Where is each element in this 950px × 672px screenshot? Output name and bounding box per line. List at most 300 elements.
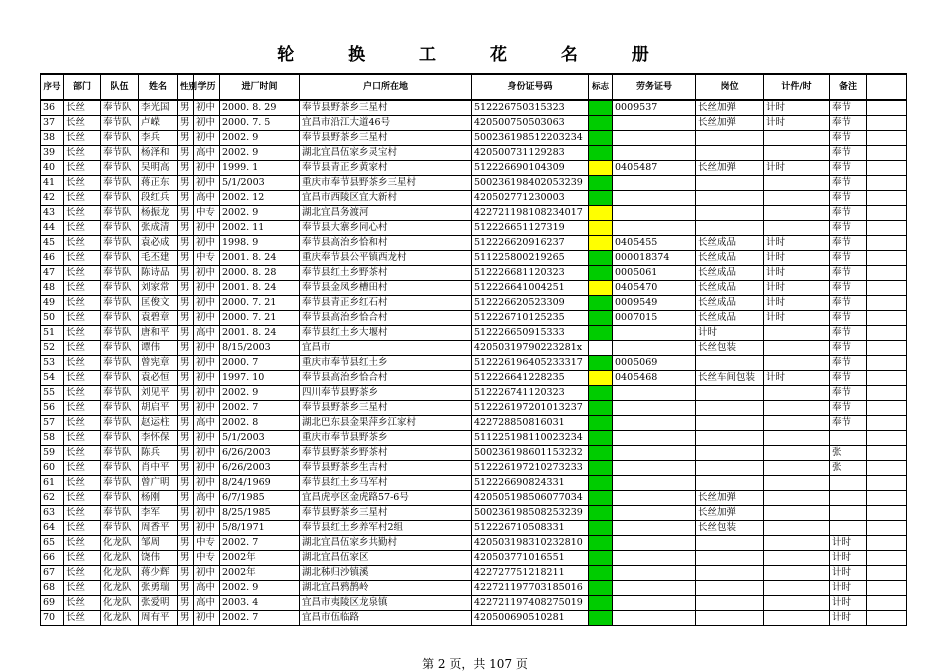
- cell-pay-type: [764, 476, 830, 491]
- cell-labor-card: [613, 326, 696, 341]
- table-row: [41, 116, 907, 131]
- cell-position: [696, 446, 764, 461]
- cell-labor-card: 000018374: [613, 251, 696, 266]
- cell-dept: 长丝: [64, 146, 101, 161]
- cell-team: 奉节队: [101, 371, 139, 386]
- cell-blank: [867, 206, 907, 221]
- cell-gender: 男: [178, 551, 194, 566]
- cell-entry-date: 2000. 8. 29: [220, 100, 300, 116]
- cell-labor-card: [613, 596, 696, 611]
- cell-residence: 宜昌市夷陵区龙泉镇: [300, 596, 472, 611]
- header-gender: 性别: [178, 74, 194, 100]
- header-team: 队伍: [101, 74, 139, 100]
- cell-blank: [867, 281, 907, 296]
- cell-position: [696, 596, 764, 611]
- cell-name: 蒋少辉: [139, 566, 178, 581]
- cell-labor-card: [613, 461, 696, 476]
- cell-id-number: 512226197201013237: [472, 401, 589, 416]
- cell-dept: 长丝: [64, 311, 101, 326]
- cell-team: 奉节队: [101, 161, 139, 176]
- cell-dept: 长丝: [64, 611, 101, 626]
- cell-gender: 男: [178, 416, 194, 431]
- cell-team: 奉节队: [101, 491, 139, 506]
- cell-entry-date: 2000. 8. 28: [220, 266, 300, 281]
- cell-name: 李光国: [139, 100, 178, 116]
- cell-blank: [867, 116, 907, 131]
- cell-labor-card: [613, 221, 696, 236]
- cell-mark: [589, 356, 613, 371]
- cell-labor-card: 0005069: [613, 356, 696, 371]
- cell-pay-type: [764, 596, 830, 611]
- table-row: [41, 251, 907, 266]
- cell-seq: 38: [41, 131, 64, 146]
- cell-entry-date: 2002年: [220, 566, 300, 581]
- cell-education: 初中: [194, 116, 220, 131]
- cell-name: 赵运柱: [139, 416, 178, 431]
- cell-blank: [867, 371, 907, 386]
- cell-name: 杨泽和: [139, 146, 178, 161]
- cell-position: 长丝包装: [696, 521, 764, 536]
- cell-dept: 长丝: [64, 266, 101, 281]
- cell-residence: 奉节县高治乡恰和村: [300, 236, 472, 251]
- cell-mark: [589, 536, 613, 551]
- header-labor-card: 劳务证号: [613, 74, 696, 100]
- cell-remark: 奉节: [830, 176, 867, 191]
- cell-mark: [589, 100, 613, 116]
- cell-labor-card: [613, 491, 696, 506]
- cell-gender: 男: [178, 521, 194, 536]
- table-row: [41, 596, 907, 611]
- cell-seq: 42: [41, 191, 64, 206]
- cell-position: [696, 416, 764, 431]
- cell-remark: 奉节: [830, 401, 867, 416]
- cell-team: 奉节队: [101, 326, 139, 341]
- cell-team: 化龙队: [101, 536, 139, 551]
- cell-gender: 男: [178, 311, 194, 326]
- cell-blank: [867, 146, 907, 161]
- cell-education: 初中: [194, 521, 220, 536]
- cell-education: 初中: [194, 401, 220, 416]
- cell-pay-type: 计时: [764, 296, 830, 311]
- cell-labor-card: 0405487: [613, 161, 696, 176]
- cell-education: 初中: [194, 506, 220, 521]
- cell-labor-card: [613, 611, 696, 626]
- cell-gender: 男: [178, 491, 194, 506]
- cell-seq: 57: [41, 416, 64, 431]
- cell-position: [696, 401, 764, 416]
- cell-labor-card: [613, 386, 696, 401]
- cell-remark: 计时: [830, 536, 867, 551]
- cell-pay-type: [764, 461, 830, 476]
- cell-dept: 长丝: [64, 341, 101, 356]
- cell-id-number: 420505198506077034: [472, 491, 589, 506]
- cell-residence: 奉节县野茶乡三星村: [300, 100, 472, 116]
- cell-education: 初中: [194, 611, 220, 626]
- cell-labor-card: [613, 506, 696, 521]
- header-blank: [867, 74, 907, 100]
- cell-mark: [589, 476, 613, 491]
- cell-mark: [589, 311, 613, 326]
- cell-labor-card: [613, 551, 696, 566]
- cell-seq: 50: [41, 311, 64, 326]
- cell-id-number: 42050319790223281x: [472, 341, 589, 356]
- cell-id-number: 420500731129283: [472, 146, 589, 161]
- cell-id-number: 512226196405233317: [472, 356, 589, 371]
- cell-dept: 长丝: [64, 386, 101, 401]
- cell-education: 中专: [194, 206, 220, 221]
- header-education: 学历: [194, 74, 220, 100]
- cell-entry-date: 2002. 11: [220, 221, 300, 236]
- cell-id-number: 512226750315323: [472, 100, 589, 116]
- cell-labor-card: 0007015: [613, 311, 696, 326]
- cell-residence: 奉节县野茶乡三星村: [300, 131, 472, 146]
- table-row: [41, 566, 907, 581]
- table-row: [41, 266, 907, 281]
- cell-dept: 长丝: [64, 100, 101, 116]
- cell-dept: 长丝: [64, 581, 101, 596]
- cell-pay-type: 计时: [764, 100, 830, 116]
- cell-gender: 男: [178, 296, 194, 311]
- cell-education: 高中: [194, 326, 220, 341]
- cell-education: 高中: [194, 491, 220, 506]
- cell-team: 奉节队: [101, 521, 139, 536]
- table-row: [41, 431, 907, 446]
- cell-position: 长丝成品: [696, 296, 764, 311]
- cell-mark: [589, 566, 613, 581]
- cell-id-number: 512226620523309: [472, 296, 589, 311]
- cell-mark: [589, 401, 613, 416]
- table-row: [41, 296, 907, 311]
- cell-blank: [867, 476, 907, 491]
- cell-pay-type: 计时: [764, 161, 830, 176]
- cell-remark: 奉节: [830, 146, 867, 161]
- cell-name: 袁碧章: [139, 311, 178, 326]
- cell-gender: 男: [178, 431, 194, 446]
- cell-dept: 长丝: [64, 476, 101, 491]
- cell-dept: 长丝: [64, 371, 101, 386]
- cell-team: 奉节队: [101, 116, 139, 131]
- cell-residence: 湖北宜昌务渡河: [300, 206, 472, 221]
- cell-name: 唐和平: [139, 326, 178, 341]
- cell-education: 初中: [194, 476, 220, 491]
- cell-blank: [867, 251, 907, 266]
- table-row: [41, 611, 907, 626]
- cell-education: 初中: [194, 296, 220, 311]
- header-row: [41, 74, 907, 100]
- cell-education: 初中: [194, 176, 220, 191]
- cell-blank: [867, 491, 907, 506]
- cell-name: 袁必成: [139, 236, 178, 251]
- cell-seq: 64: [41, 521, 64, 536]
- cell-remark: 奉节: [830, 131, 867, 146]
- cell-entry-date: 2000. 7. 21: [220, 296, 300, 311]
- cell-entry-date: 2002. 9: [220, 146, 300, 161]
- cell-seq: 51: [41, 326, 64, 341]
- cell-dept: 长丝: [64, 161, 101, 176]
- cell-pay-type: [764, 221, 830, 236]
- cell-dept: 长丝: [64, 296, 101, 311]
- cell-entry-date: 2002. 7: [220, 611, 300, 626]
- cell-id-number: 512226650915333: [472, 326, 589, 341]
- cell-education: 高中: [194, 146, 220, 161]
- cell-dept: 长丝: [64, 356, 101, 371]
- cell-labor-card: [613, 521, 696, 536]
- cell-dept: 长丝: [64, 431, 101, 446]
- cell-blank: [867, 581, 907, 596]
- cell-remark: 计时: [830, 596, 867, 611]
- cell-position: 计时: [696, 326, 764, 341]
- cell-entry-date: 2002. 7: [220, 536, 300, 551]
- table-row: [41, 536, 907, 551]
- cell-dept: 长丝: [64, 221, 101, 236]
- cell-position: 长丝成品: [696, 236, 764, 251]
- cell-gender: 男: [178, 176, 194, 191]
- cell-gender: 男: [178, 461, 194, 476]
- cell-id-number: 512226710125235: [472, 311, 589, 326]
- cell-mark: [589, 431, 613, 446]
- cell-labor-card: [613, 416, 696, 431]
- cell-blank: [867, 221, 907, 236]
- cell-id-number: 420503771016551: [472, 551, 589, 566]
- cell-education: 初中: [194, 131, 220, 146]
- cell-id-number: 420500690510281: [472, 611, 589, 626]
- cell-dept: 长丝: [64, 446, 101, 461]
- header-dept: 部门: [64, 74, 101, 100]
- cell-labor-card: 0405455: [613, 236, 696, 251]
- cell-dept: 长丝: [64, 491, 101, 506]
- header-mark: 标志: [589, 74, 613, 100]
- cell-seq: 47: [41, 266, 64, 281]
- cell-team: 奉节队: [101, 461, 139, 476]
- cell-mark: [589, 341, 613, 356]
- cell-dept: 长丝: [64, 281, 101, 296]
- cell-residence: 奉节县金凤乡槽田村: [300, 281, 472, 296]
- cell-team: 奉节队: [101, 131, 139, 146]
- cell-entry-date: 2003. 4: [220, 596, 300, 611]
- cell-residence: 湖北巴东县金果萍乡江家村: [300, 416, 472, 431]
- cell-position: [696, 611, 764, 626]
- cell-remark: 奉节: [830, 281, 867, 296]
- page-footer: 第 2 页，共 107 页: [422, 657, 528, 671]
- cell-residence: 湖北秭归沙镇溪: [300, 566, 472, 581]
- cell-education: 初中: [194, 236, 220, 251]
- cell-blank: [867, 431, 907, 446]
- cell-residence: 湖北宜昌伍家乡共勤村: [300, 536, 472, 551]
- cell-name: 匡俊文: [139, 296, 178, 311]
- cell-residence: 奉节县高治乡恰合村: [300, 371, 472, 386]
- cell-mark: [589, 521, 613, 536]
- cell-position: 长丝成品: [696, 311, 764, 326]
- cell-entry-date: 2002. 9: [220, 206, 300, 221]
- cell-name: 谭伟: [139, 341, 178, 356]
- cell-pay-type: [764, 206, 830, 221]
- header-seq: 序号: [41, 74, 64, 100]
- cell-remark: 奉节: [830, 251, 867, 266]
- cell-name: 邹周: [139, 536, 178, 551]
- cell-seq: 53: [41, 356, 64, 371]
- table-row: [41, 491, 907, 506]
- table-row: [41, 506, 907, 521]
- cell-name: 蒋正东: [139, 176, 178, 191]
- cell-team: 奉节队: [101, 401, 139, 416]
- cell-position: [696, 191, 764, 206]
- cell-id-number: 512226651127319: [472, 221, 589, 236]
- cell-mark: [589, 281, 613, 296]
- cell-gender: 男: [178, 596, 194, 611]
- cell-entry-date: 8/15/2003: [220, 341, 300, 356]
- table-row: [41, 191, 907, 206]
- cell-seq: 39: [41, 146, 64, 161]
- cell-pay-type: [764, 431, 830, 446]
- cell-remark: 奉节: [830, 311, 867, 326]
- cell-gender: 男: [178, 446, 194, 461]
- cell-remark: 张: [830, 461, 867, 476]
- cell-education: 中专: [194, 251, 220, 266]
- cell-labor-card: 0009549: [613, 296, 696, 311]
- cell-position: 长丝成品: [696, 266, 764, 281]
- cell-position: 长丝加弹: [696, 100, 764, 116]
- cell-id-number: 512226641228235: [472, 371, 589, 386]
- table-row: [41, 146, 907, 161]
- cell-remark: 奉节: [830, 116, 867, 131]
- cell-education: 初中: [194, 311, 220, 326]
- cell-labor-card: [613, 146, 696, 161]
- cell-entry-date: 2001. 8. 24: [220, 326, 300, 341]
- cell-pay-type: [764, 566, 830, 581]
- cell-blank: [867, 161, 907, 176]
- cell-name: 李军: [139, 506, 178, 521]
- cell-blank: [867, 356, 907, 371]
- cell-residence: 重庆市奉节县野茶乡三星村: [300, 176, 472, 191]
- cell-remark: 奉节: [830, 296, 867, 311]
- cell-id-number: 422721197408275019: [472, 596, 589, 611]
- page-title: 轮 换 工 花 名 册: [277, 45, 673, 65]
- cell-name: 刘家常: [139, 281, 178, 296]
- cell-position: [696, 566, 764, 581]
- cell-seq: 36: [41, 100, 64, 116]
- cell-mark: [589, 326, 613, 341]
- cell-seq: 46: [41, 251, 64, 266]
- cell-id-number: 422728850816031: [472, 416, 589, 431]
- cell-team: 奉节队: [101, 281, 139, 296]
- cell-residence: 奉节县野茶乡三星村: [300, 506, 472, 521]
- cell-remark: 计时: [830, 581, 867, 596]
- cell-name: 杨刚: [139, 491, 178, 506]
- cell-labor-card: [613, 446, 696, 461]
- cell-name: 卢嵘: [139, 116, 178, 131]
- cell-seq: 37: [41, 116, 64, 131]
- cell-team: 奉节队: [101, 416, 139, 431]
- cell-gender: 男: [178, 506, 194, 521]
- cell-entry-date: 2000. 7. 5: [220, 116, 300, 131]
- cell-name: 刘见平: [139, 386, 178, 401]
- cell-blank: [867, 596, 907, 611]
- cell-entry-date: 2002. 9: [220, 581, 300, 596]
- header-remark: 备注: [830, 74, 867, 100]
- cell-name: 吴明高: [139, 161, 178, 176]
- cell-blank: [867, 521, 907, 536]
- cell-education: 高中: [194, 191, 220, 206]
- cell-name: 胡启平: [139, 401, 178, 416]
- cell-gender: 男: [178, 371, 194, 386]
- cell-dept: 长丝: [64, 416, 101, 431]
- cell-education: 中专: [194, 551, 220, 566]
- table-row: [41, 386, 907, 401]
- cell-pay-type: [764, 131, 830, 146]
- cell-entry-date: 8/24/1969: [220, 476, 300, 491]
- cell-residence: 重庆市奉节县红土乡: [300, 356, 472, 371]
- cell-id-number: 500236198508253239: [472, 506, 589, 521]
- cell-entry-date: 2001. 8. 24: [220, 281, 300, 296]
- cell-labor-card: [613, 206, 696, 221]
- cell-name: 李怀保: [139, 431, 178, 446]
- cell-pay-type: 计时: [764, 311, 830, 326]
- cell-id-number: 511225800219265: [472, 251, 589, 266]
- header-position: 岗位: [696, 74, 764, 100]
- cell-blank: [867, 461, 907, 476]
- cell-pay-type: [764, 146, 830, 161]
- cell-mark: [589, 251, 613, 266]
- cell-name: 饶伟: [139, 551, 178, 566]
- cell-residence: 奉节县红土乡养军村2组: [300, 521, 472, 536]
- cell-labor-card: [613, 131, 696, 146]
- cell-name: 陈诗品: [139, 266, 178, 281]
- cell-seq: 45: [41, 236, 64, 251]
- table-row: [41, 371, 907, 386]
- cell-entry-date: 2002. 8: [220, 416, 300, 431]
- cell-id-number: 512226690104309: [472, 161, 589, 176]
- cell-position: [696, 536, 764, 551]
- cell-education: 初中: [194, 371, 220, 386]
- cell-gender: 男: [178, 116, 194, 131]
- cell-remark: 奉节: [830, 386, 867, 401]
- cell-pay-type: [764, 491, 830, 506]
- cell-blank: [867, 386, 907, 401]
- cell-dept: 长丝: [64, 191, 101, 206]
- cell-residence: 湖北宜昌鸦鹊岭: [300, 581, 472, 596]
- cell-blank: [867, 611, 907, 626]
- cell-residence: 宜昌市: [300, 341, 472, 356]
- cell-seq: 49: [41, 296, 64, 311]
- cell-mark: [589, 386, 613, 401]
- cell-residence: 奉节县红土乡大堰村: [300, 326, 472, 341]
- cell-blank: [867, 326, 907, 341]
- cell-mark: [589, 491, 613, 506]
- cell-dept: 长丝: [64, 566, 101, 581]
- cell-gender: 男: [178, 326, 194, 341]
- cell-entry-date: 1997. 10: [220, 371, 300, 386]
- cell-labor-card: 0405468: [613, 371, 696, 386]
- cell-pay-type: [764, 551, 830, 566]
- cell-seq: 66: [41, 551, 64, 566]
- cell-education: 初中: [194, 100, 220, 116]
- cell-mark: [589, 611, 613, 626]
- cell-id-number: 512226690824331: [472, 476, 589, 491]
- cell-position: [696, 476, 764, 491]
- cell-pay-type: 计时: [764, 281, 830, 296]
- cell-blank: [867, 296, 907, 311]
- cell-pay-type: [764, 326, 830, 341]
- cell-blank: [867, 416, 907, 431]
- cell-id-number: 500236198601153232: [472, 446, 589, 461]
- cell-id-number: 500236198402053239: [472, 176, 589, 191]
- header-name: 姓名: [139, 74, 178, 100]
- cell-id-number: 512226710508331: [472, 521, 589, 536]
- cell-remark: 奉节: [830, 100, 867, 116]
- cell-entry-date: 8/25/1985: [220, 506, 300, 521]
- cell-dept: 长丝: [64, 251, 101, 266]
- cell-education: 初中: [194, 386, 220, 401]
